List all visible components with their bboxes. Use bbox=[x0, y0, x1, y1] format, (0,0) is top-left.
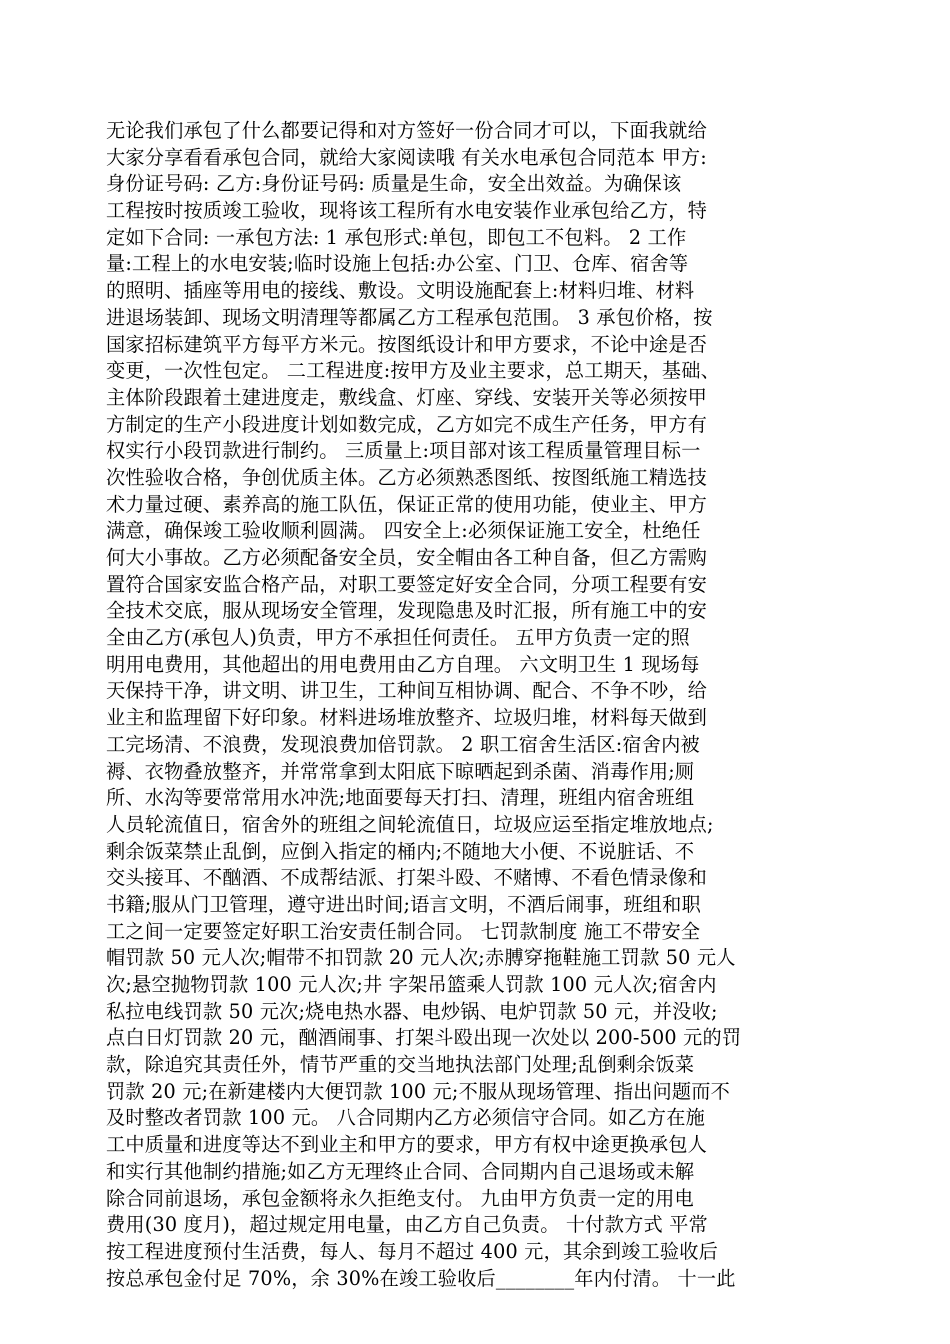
text-line: 褥、衣物叠放整齐，并常常拿到太阳底下晾晒起到杀菌、消毒作用;厕 bbox=[106, 759, 695, 783]
text-line: 按工程进度预付生活费，每人、每月不超过 400 元，其余到竣工验收后 bbox=[106, 1239, 719, 1263]
text-line: 工程按时按质竣工验收，现将该工程所有水电安装作业承包给乙方，特 bbox=[106, 199, 708, 223]
text-line: 进退场装卸、现场文明清理等都属乙方工程承包范围。 3 承包价格，按 bbox=[106, 305, 713, 329]
text-line: 除合同前退场，承包金额将永久拒绝支付。 九由甲方负责一定的用电 bbox=[106, 1186, 694, 1210]
text-line: 天保持干净，讲文明、讲卫生，工种间互相协调、配合、不争不吵，给 bbox=[106, 679, 708, 703]
text-line: 术力量过硬、素养高的施工队伍，保证正常的使用功能，使业主、甲方 bbox=[106, 492, 708, 516]
text-line: 及时整改者罚款 100 元。 八合同期内乙方必须信守合同。如乙方在施 bbox=[106, 1106, 705, 1130]
text-line: 次;悬空抛物罚款 100 元人次;井 字架吊篮乘人罚款 100 元人次;宿舍内 bbox=[106, 973, 717, 996]
contract-document-body bbox=[106, 118, 851, 1292]
text-line: 权实行小段罚款进行制约。 三质量上:项目部对该工程质量管理目标一 bbox=[106, 439, 701, 463]
text-line: 变更，一次性包定。 二工程进度:按甲方及业主要求，总工期天，基础、 bbox=[106, 359, 720, 383]
text-line: 点白日灯罚款 20 元，酗酒闹事、打架斗殴出现一次处以 200-500 元的罚 bbox=[106, 1026, 742, 1050]
text-line: 的照明、插座等用电的接线、敷设。文明设施配套上:材料归堆、材料 bbox=[106, 279, 695, 303]
text-line: 无论我们承包了什么都要记得和对方签好一份合同才可以，下面我就给 bbox=[106, 119, 708, 142]
text-line: 量:工程上的水电安装;临时设施上包括:办公室、门卫、仓库、宿舍等 bbox=[106, 252, 689, 276]
text-line: 定如下合同: 一承包方法: 1 承包形式:单包，即包工不包料。 2 工作 bbox=[106, 225, 687, 249]
text-line: 主体阶段跟着土建进度走，敷线盒、灯座、穿线、安装开关等必须按甲 bbox=[106, 385, 708, 409]
text-line: 次性验收合格，争创优质主体。乙方必须熟悉图纸、按图纸施工精选技 bbox=[106, 465, 708, 489]
text-line: 和实行其他制约措施;如乙方无理终止合同、合同期内自己退场或未解 bbox=[106, 1159, 695, 1183]
text-line: 全由乙方(承包人)负责，甲方不承担任何责任。 五甲方负责一定的照 bbox=[106, 626, 690, 650]
text-line: 业主和监理留下好印象。材料进场堆放整齐、垃圾归堆，材料每天做到 bbox=[106, 706, 708, 730]
text-line: 罚款 20 元;在新建楼内大便罚款 100 元;不服从现场管理、指出问题而不 bbox=[106, 1079, 731, 1103]
text-line: 书籍;服从门卫管理，遵守进出时间;语言文明，不酒后闹事，班组和职 bbox=[106, 892, 701, 916]
text-line: 工完场清、不浪费，发现浪费加倍罚款。 2 职工宿舍生活区:宿舍内被 bbox=[106, 732, 700, 756]
text-line: 所、水沟等要常常用水冲洗;地面要每天打扫、清理，班组内宿舍班组 bbox=[106, 786, 695, 810]
text-line: 何大小事故。乙方必须配备安全员，安全帽由各工种自备，但乙方需购 bbox=[106, 546, 708, 569]
text-line: 国家招标建筑平方每平方米元。按图纸设计和甲方要求，不论中途是否 bbox=[106, 332, 708, 356]
text-line: 私拉电线罚款 50 元次;烧电热水器、电炒锅、电炉罚款 50 元，并没收; bbox=[106, 999, 718, 1023]
text-line: 满意，确保竣工验收顺利圆满。 四安全上:必须保证施工安全，杜绝任 bbox=[106, 519, 701, 543]
text-line: 工之间一定要签定好职工治安责任制合同。 七罚款制度 施工不带安全 bbox=[106, 919, 701, 943]
text-line: 全技术交底，服从现场安全管理，发现隐患及时汇报，所有施工中的安 bbox=[106, 599, 708, 623]
text-line: 明用电费用，其他超出的用电费用由乙方自理。 六文明卫生 1 现场每 bbox=[106, 652, 700, 676]
text-line: 剩余饭菜禁止乱倒，应倒入指定的桶内;不随地大小便、不说脏话、不 bbox=[106, 839, 695, 863]
text-line: 费用(30 度月)，超过规定用电量，由乙方自己负责。 十付款方式 平常 bbox=[106, 1213, 708, 1237]
text-line: 工中质量和进度等达不到业主和甲方的要求，甲方有权中途更换承包人 bbox=[106, 1133, 708, 1157]
text-line: 大家分享看看承包合同，就给大家阅读哦 有关水电承包合同范本 甲方: bbox=[106, 145, 707, 169]
text-line: 身份证号码: 乙方:身份证号码: 质量是生命，安全出效益。为确保该 bbox=[106, 172, 682, 196]
text-line: 置符合国家安监合格产品，对职工要签定好安全合同，分项工程要有安 bbox=[106, 572, 708, 596]
text-line: 款，除追究其责任外，情节严重的交当地执法部门处理;乱倒剩余饭菜 bbox=[106, 1053, 695, 1077]
text-line: 交头接耳、不酗酒、不成帮结派、打架斗殴、不赌博、不看色情录像和 bbox=[106, 866, 708, 890]
text-line: 帽罚款 50 元人次;帽带不扣罚款 20 元人次;赤膊穿拖鞋施工罚款 50 元人 bbox=[106, 946, 736, 970]
text-line: 方制定的生产小段进度计划如数完成，乙方如完不成生产任务，甲方有 bbox=[106, 412, 708, 436]
text-line: 人员轮流值日，宿舍外的班组之间轮流值日，垃圾应运至指定堆放地点; bbox=[106, 812, 714, 836]
text-line: 按总承包金付足 70%，余 30%在竣工验收后________年内付清。 十一此 bbox=[106, 1266, 736, 1290]
